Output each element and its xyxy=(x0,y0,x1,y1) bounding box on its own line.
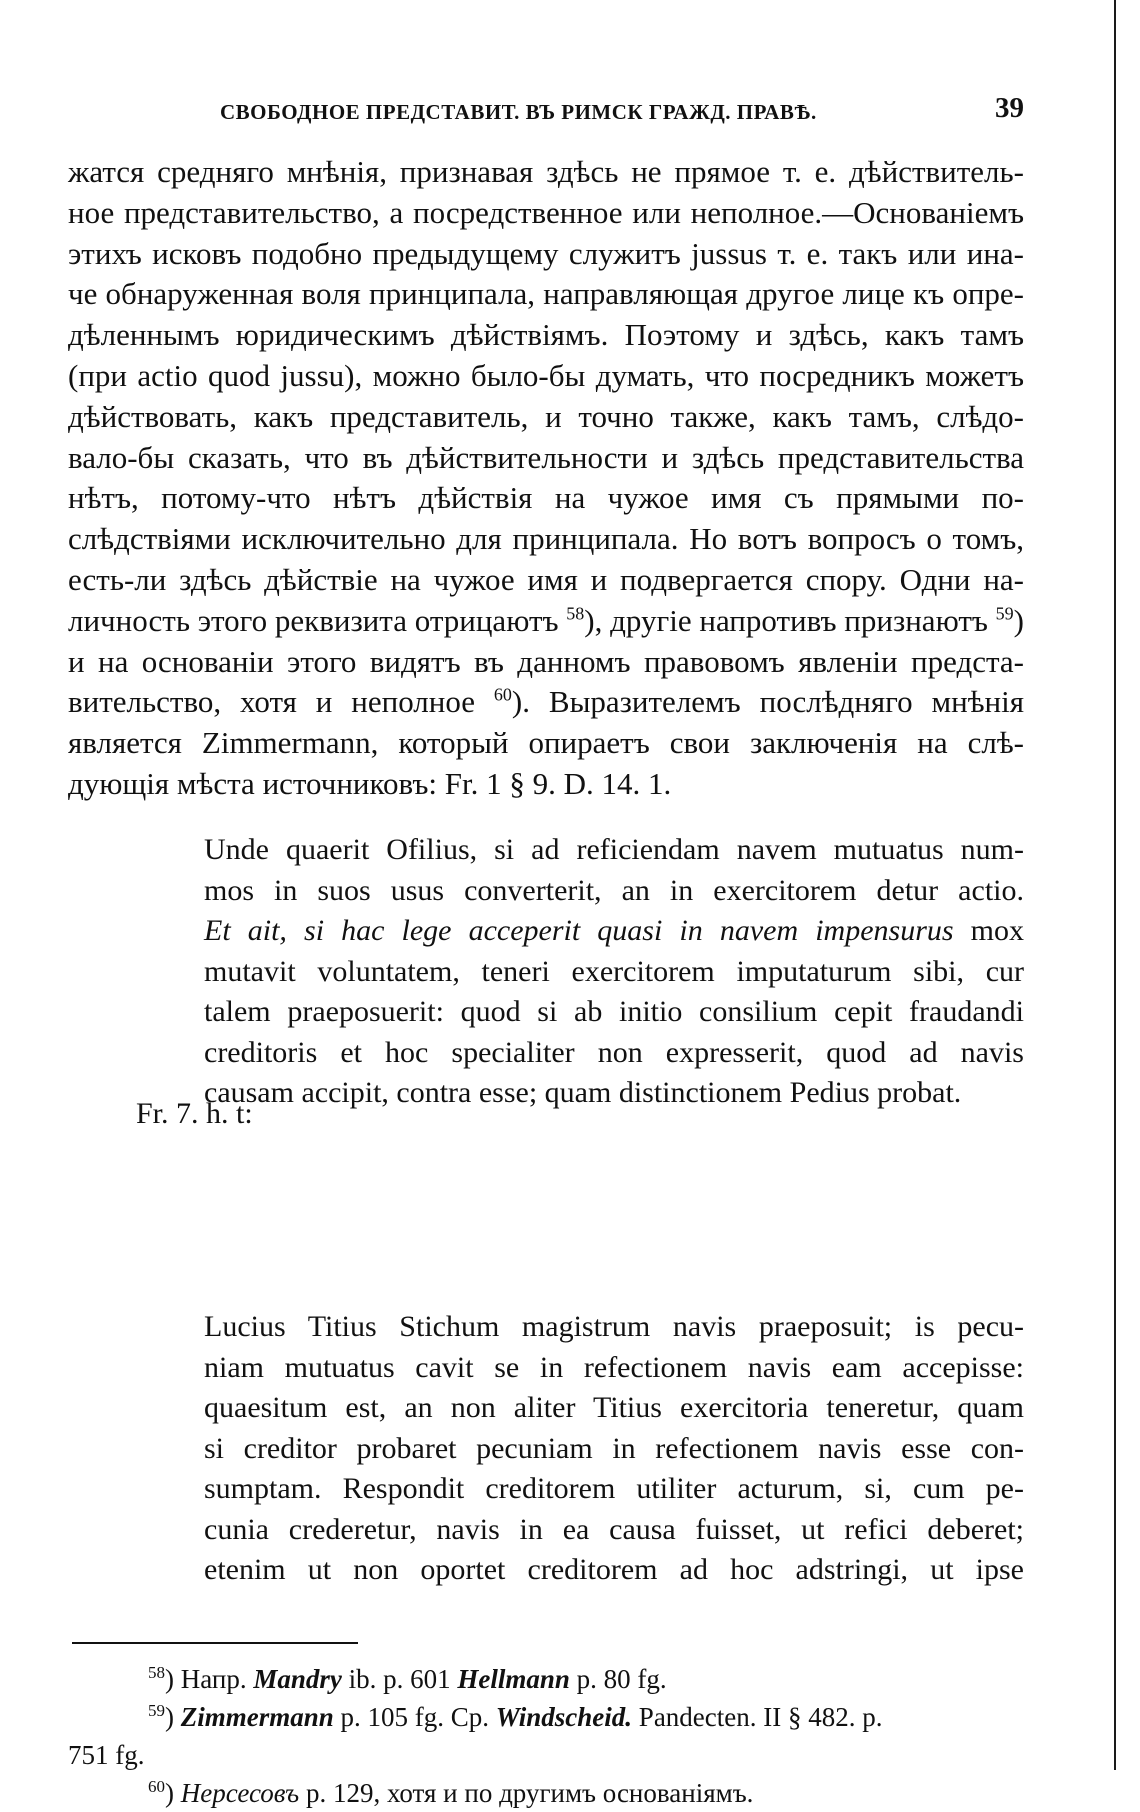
quote-italic-segment: Et ait, si hac lege acceperit quasi in navem impensurus xyxy=(204,914,954,947)
body-line: есть-ли здѣсь дѣйствіе на чужое имя и подвергается спору. Одни на- xyxy=(68,561,1024,597)
footnote-text: ) xyxy=(165,1702,181,1732)
footnote-text: p. 105 fg. Cp. xyxy=(333,1702,496,1732)
quote-line: sumptam. Respondit creditorem utiliter acturum, si, cum pe- xyxy=(204,1472,1024,1505)
footnote-author: Hellmann xyxy=(457,1664,570,1694)
quote-segment: mox xyxy=(953,914,1024,947)
body-line: дѣйствовать, какъ представитель, и точно также, какъ тамъ, слѣдо- xyxy=(68,398,1024,434)
footnote-text: p. 80 fg. xyxy=(569,1664,667,1694)
body-line: этихъ исковъ подобно предыдущему служитъ jussus т. е. такъ или ина- xyxy=(68,235,1024,271)
quote-line: talem praeposuerit: quod si ab initio consilium cepit fraudandi xyxy=(204,995,1024,1028)
footnote-ref-60[interactable]: 60 xyxy=(493,685,512,706)
footnote-number: 60 xyxy=(148,1777,165,1796)
body-line: ное представительство, а посредственное или неполное.—Основаніемъ xyxy=(68,194,1024,230)
quote-line: Lucius Titius Stichum magistrum navis praeposuit; is pecu- xyxy=(204,1310,1024,1343)
footnote-text: ) Напр. xyxy=(165,1664,254,1694)
body-line-with-footnote-refs xyxy=(68,601,1024,642)
body-line: (при actio quod jussu), можно было-бы думать, что посредникъ можетъ xyxy=(68,357,1024,393)
body-text-segment: личность этого реквизита отрицаютъ xyxy=(68,602,567,638)
quote-line xyxy=(204,911,1024,952)
body-text-segment: ). Выразителемъ послѣдняго мнѣнія xyxy=(511,684,1025,720)
footnote-number: 58 xyxy=(148,1663,165,1682)
footnote-58 xyxy=(68,1660,1024,1698)
quote-line: cunia crederetur, navis in ea causa fuisset, ut refici deberet; xyxy=(204,1512,1024,1546)
quote-line: si creditor probaret pecuniam in refectionem navis esse con- xyxy=(204,1431,1024,1465)
body-line: че обнаруженная воля принципала, направляющая другое лице къ опре- xyxy=(68,276,1024,312)
running-head: СВОБОДНОЕ ПРЕДСТАВИТ. ВЪ РИМСК ГРАЖД. ПРАВѢ. xyxy=(220,100,817,124)
footnote-ref-59[interactable]: 59 xyxy=(995,603,1014,624)
body-text-segment: ), другіе напротивъ признаютъ xyxy=(584,602,996,638)
page-edge-line xyxy=(1114,0,1116,1770)
body-line: и на основаніи этого видятъ въ данномъ правовомъ явленіи предста- xyxy=(68,643,1024,679)
quote-line: Unde quaerit Ofilius, si ad reficiendam navem mutuatus num- xyxy=(204,833,1024,866)
footnote-59-continuation: 751 fg. xyxy=(68,1740,145,1770)
page-number: 39 xyxy=(995,92,1024,124)
footnote-number: 59 xyxy=(148,1701,165,1720)
body-line: является Zimmermann, который опираетъ свои заключенія на слѣ- xyxy=(68,725,1024,761)
main-paragraph xyxy=(68,152,1024,805)
body-line-with-footnote-ref xyxy=(68,682,1024,723)
footnote-text: ) xyxy=(165,1778,181,1808)
body-line: слѣдствіями исключительно для принципала. Но вотъ вопросъ о томъ, xyxy=(68,521,1024,557)
footnote-author: Mandry xyxy=(253,1664,342,1694)
body-line: дѣленнымъ юридическимъ дѣйствіямъ. Поэтому и здѣсь, какъ тамъ xyxy=(68,317,1024,353)
body-text-segment: ) xyxy=(1013,602,1024,638)
source-citation: Fr. 7. h. t: xyxy=(136,1097,253,1130)
latin-quote-1 xyxy=(204,830,1024,1114)
quote-line: creditoris et hoc specialiter non expresserit, quod ad navis xyxy=(204,1035,1024,1069)
quote-line: quaesitum est, an non aliter Titius exercitoria teneretur, quam xyxy=(204,1391,1024,1424)
footnote-author: Windscheid. xyxy=(495,1702,633,1732)
body-line: вало-бы сказать, что въ дѣйствительности и здѣсь представительства xyxy=(68,439,1024,475)
footnote-text: p. 129, хотя и по другимъ основаніямъ. xyxy=(299,1778,754,1808)
footnote-text: Pandecten. II § 482. p. xyxy=(632,1702,883,1732)
page-header xyxy=(68,86,1024,134)
body-line: жатся средняго мнѣнія, признавая здѣсь не прямое т. е. дѣйствитель- xyxy=(68,154,1024,189)
body-text-segment: вительство, хотя и неполное xyxy=(68,684,494,720)
quote-line: niam mutuatus cavit se in refectionem navis eam accepisse: xyxy=(204,1350,1024,1384)
footnote-author: Zimmermann xyxy=(180,1702,334,1732)
body-line: нѣтъ, потому-что нѣтъ дѣйствія на чужое имя съ прямыми по- xyxy=(68,480,1024,516)
footnote-text: ib. p. 601 xyxy=(341,1664,458,1694)
footnotes xyxy=(68,1660,1024,1812)
quote-line: mos in suos usus converterit, an in exercitorem detur actio. xyxy=(204,873,1024,907)
quote-line: etenim ut non oportet creditorem ad hoc adstringi, ut ipse xyxy=(204,1553,1024,1586)
footnote-59 xyxy=(68,1698,1024,1736)
footnote-author: Нерсесовъ xyxy=(180,1778,300,1808)
footnote-divider xyxy=(72,1642,358,1644)
quote-line: causam accipit, contra esse; quam distinctionem Pedius probat. xyxy=(204,1076,962,1109)
body-line: дующія мѣста источниковъ: Fr. 1 § 9. D. 14. 1. xyxy=(68,765,672,801)
quote-line: mutavit voluntatem, teneri exercitorem imputaturum sibi, cur xyxy=(204,954,1024,988)
latin-quote-2 xyxy=(204,1307,1024,1591)
footnote-60 xyxy=(68,1774,1024,1812)
footnote-ref-58[interactable]: 58 xyxy=(566,603,585,624)
